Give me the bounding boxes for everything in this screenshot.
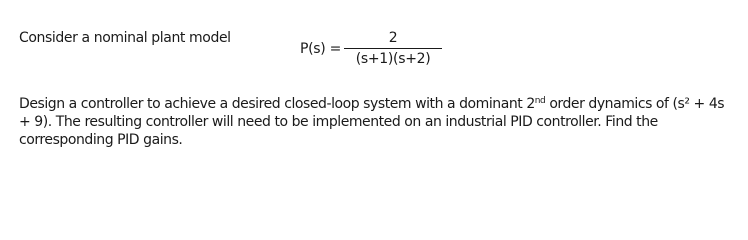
equation-lhs: P(s) = xyxy=(300,41,342,57)
problem-statement xyxy=(19,95,739,149)
intro-text: Consider a nominal plant model xyxy=(19,30,231,46)
problem-text-part1: Design a controller to achieve a desired closed-loop system with a dominant 2 xyxy=(19,96,535,112)
transfer-function-fraction xyxy=(344,31,442,67)
problem-text-part2: order dynamics of (s² + 4s + 9). The resulting controller will need to be implemented on an industrial PID controller. Find the corresponding PID gains. xyxy=(19,96,725,148)
plant-equation xyxy=(300,31,442,67)
fraction-denominator: (s+1)(s+2) xyxy=(355,51,431,67)
fraction-numerator: 2 xyxy=(388,30,398,46)
ordinal-suffix: nd xyxy=(534,96,546,106)
